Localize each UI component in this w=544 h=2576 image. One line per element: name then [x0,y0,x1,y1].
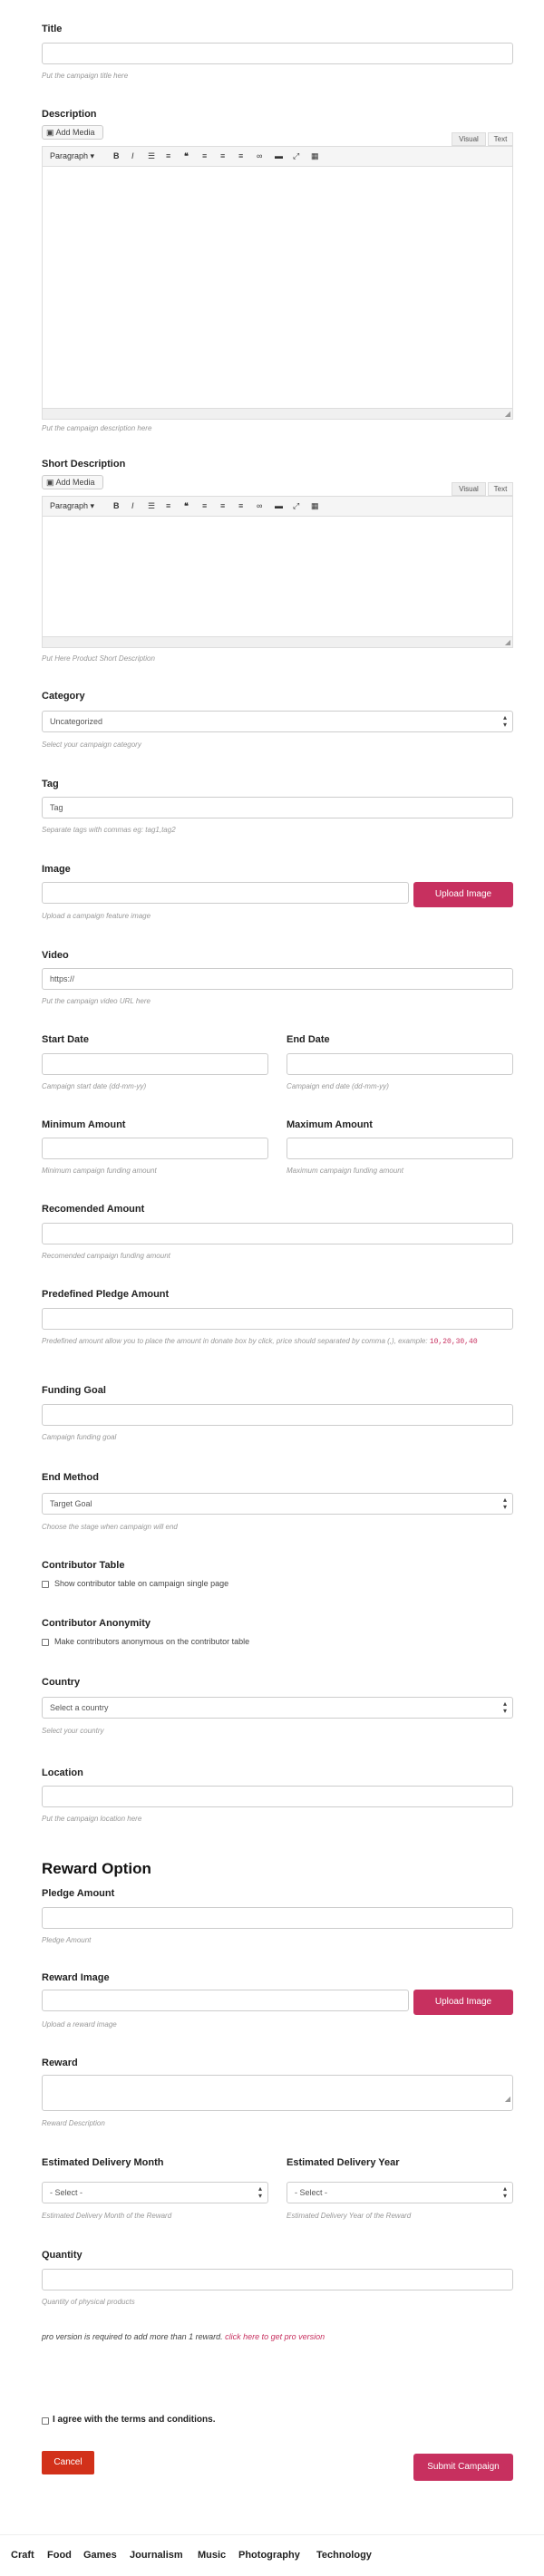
numbered-list-icon[interactable]: ≡ [166,501,171,510]
title-label: Title [42,24,63,34]
pledge-amount-input[interactable] [42,1907,513,1929]
min-amount-label: Minimum Amount [42,1119,126,1130]
pledge-amount-help: Pledge Amount [42,1936,92,1944]
footer-link-craft[interactable]: Craft [11,2550,34,2561]
add-media-button[interactable]: ▣ Add Media [42,125,103,140]
end-method-label: End Method [42,1472,99,1483]
delivery-month-select[interactable]: - Select - ▴ ▾ [42,2182,268,2203]
description-label: Description [42,109,97,120]
reward-image-url-input[interactable] [42,1990,409,2011]
editor-status-bar [43,408,512,419]
tab-text-short[interactable]: Text [488,482,513,496]
category-label: Category [42,691,85,702]
contributor-table-label: Contributor Table [42,1560,125,1571]
tag-input[interactable]: Tag [42,797,513,818]
fullscreen-icon[interactable]: ⤢ [293,151,300,160]
select-arrows-icon: ▴ ▾ [502,2184,507,2200]
delivery-month-help: Estimated Delivery Month of the Reward [42,2212,172,2220]
image-label: Image [42,864,71,875]
footer-link-music[interactable]: Music [198,2550,227,2561]
delivery-year-help: Estimated Delivery Year of the Reward [287,2212,412,2220]
end-date-input[interactable] [287,1053,513,1075]
start-date-help: Campaign start date (dd-mm-yy) [42,1082,147,1090]
cancel-button[interactable]: Cancel [42,2451,94,2474]
editor-toolbar [43,497,512,517]
editor-toolbar [43,147,512,167]
reward-label: Reward [42,2058,78,2068]
align-right-icon[interactable]: ≡ [238,501,244,510]
quote-icon[interactable]: ❝ [184,501,189,510]
max-amount-input[interactable] [287,1138,513,1159]
delivery-month-label: Estimated Delivery Month [42,2157,164,2168]
align-left-icon[interactable]: ≡ [202,151,208,160]
upload-reward-image-button[interactable]: Upload Image [413,1990,513,2015]
tag-help: Separate tags with commas eg: tag1,tag2 [42,826,176,834]
quote-icon[interactable]: ❝ [184,151,189,160]
title-help: Put the campaign title here [42,72,129,80]
reward-heading: Reward Option [42,1860,151,1877]
fullscreen-icon[interactable]: ⤢ [293,501,300,510]
select-arrows-icon: ▴ ▾ [502,1700,507,1715]
recommended-input[interactable] [42,1223,513,1244]
quantity-input[interactable] [42,2269,513,2290]
terms-label: I agree with the terms and conditions. [53,2415,216,2425]
read-more-icon[interactable]: ▬ [275,151,283,160]
select-arrows-icon: ▴ ▾ [502,1496,507,1511]
bold-icon[interactable]: B [113,501,120,510]
start-date-label: Start Date [42,1034,89,1045]
location-label: Location [42,1767,83,1778]
footer-link-photography[interactable]: Photography [238,2550,300,2561]
delivery-year-select[interactable]: - Select - ▴ ▾ [287,2182,513,2203]
funding-goal-input[interactable] [42,1404,513,1426]
italic-icon[interactable]: I [131,151,134,160]
bullet-list-icon[interactable]: ☰ [148,151,156,160]
funding-goal-help: Campaign funding goal [42,1433,117,1441]
format-select[interactable]: Paragraph ▾ [50,501,95,510]
terms-checkbox[interactable] [42,2417,49,2425]
location-input[interactable] [42,1786,513,1807]
media-icon: ▣ [46,128,54,137]
image-url-input[interactable] [42,882,409,904]
pro-version-link[interactable]: click here to get pro version [225,2332,325,2341]
title-input[interactable] [42,43,513,64]
toolbar-toggle-icon[interactable]: ▦ [311,501,319,510]
submit-campaign-button[interactable]: Submit Campaign [413,2454,513,2481]
align-left-icon[interactable]: ≡ [202,501,208,510]
recommended-help: Recomended campaign funding amount [42,1252,170,1260]
min-amount-help: Minimum campaign funding amount [42,1167,157,1175]
align-center-icon[interactable]: ≡ [220,501,226,510]
max-amount-label: Maximum Amount [287,1119,373,1130]
resize-handle-icon[interactable]: ◢ [504,410,510,418]
reward-help: Reward Description [42,2119,105,2127]
tag-label: Tag [42,779,59,789]
location-help: Put the campaign location here [42,1815,142,1823]
end-date-label: End Date [287,1034,330,1045]
pro-note: pro version is required to add more than 1 reward. click here to get pro version [42,2332,325,2341]
pledge-amount-label: Pledge Amount [42,1888,115,1899]
contributor-table-checkbox-label: Show contributor table on campaign single page [54,1579,229,1588]
start-date-input[interactable] [42,1053,268,1075]
end-method-select[interactable]: Target Goal ▴ ▾ [42,1493,513,1515]
select-arrows-icon: ▴ ▾ [502,713,507,729]
bold-icon[interactable]: B [113,151,120,160]
resize-handle-icon[interactable]: ◢ [504,2095,510,2103]
category-select[interactable]: Uncategorized ▴ ▾ [42,711,513,732]
add-media-button-short[interactable]: ▣ Add Media [42,475,103,489]
footer-link-games[interactable]: Games [83,2550,117,2561]
footer-link-journalism[interactable]: Journalism [130,2550,183,2561]
predefined-input[interactable] [42,1308,513,1330]
contributor-anonymity-checkbox-label: Make contributors anonymous on the contributor table [54,1637,250,1646]
tab-visual-short[interactable]: Visual [452,482,486,496]
footer-link-food[interactable]: Food [47,2550,72,2561]
max-amount-help: Maximum campaign funding amount [287,1167,403,1175]
contributor-table-checkbox[interactable] [42,1581,49,1588]
reward-image-label: Reward Image [42,1972,110,1983]
country-help: Select your country [42,1727,104,1735]
contributor-anonymity-checkbox[interactable] [42,1639,49,1646]
editor-status-bar [43,636,512,647]
bullet-list-icon[interactable]: ☰ [148,501,156,510]
predefined-label: Predefined Pledge Amount [42,1289,170,1300]
upload-image-button[interactable]: Upload Image [413,882,513,907]
align-right-icon[interactable]: ≡ [238,151,244,160]
short-description-help: Put Here Product Short Description [42,654,155,663]
recommended-label: Recomended Amount [42,1204,145,1215]
description-help: Put the campaign description here [42,424,152,432]
link-icon[interactable]: ∞ [257,501,263,510]
reward-textarea[interactable] [42,2075,513,2111]
tab-text[interactable]: Text [488,132,513,146]
delivery-year-label: Estimated Delivery Year [287,2157,400,2168]
predefined-help: Predefined amount allow you to place the amount in donate box by click, price should separated by comma (,), example: 10,20,30,40 [42,1337,478,1346]
min-amount-input[interactable] [42,1138,268,1159]
end-date-help: Campaign end date (dd-mm-yy) [287,1082,389,1090]
media-icon: ▣ [46,478,54,487]
country-select[interactable]: Select a country ▴ ▾ [42,1697,513,1719]
video-input[interactable]: https:// [42,968,513,990]
italic-icon[interactable]: I [131,501,134,510]
numbered-list-icon[interactable]: ≡ [166,151,171,160]
image-help: Upload a campaign feature image [42,912,151,920]
quantity-help: Quantity of physical products [42,2298,135,2306]
video-label: Video [42,950,69,961]
quantity-label: Quantity [42,2250,83,2261]
reward-image-help: Upload a reward image [42,2020,117,2029]
read-more-icon[interactable]: ▬ [275,501,283,510]
format-select[interactable]: Paragraph ▾ [50,151,95,160]
predefined-example: 10,20,30,40 [429,1338,478,1346]
tab-visual[interactable]: Visual [452,132,486,146]
category-help: Select your campaign category [42,741,141,749]
video-help: Put the campaign video URL here [42,997,151,1005]
align-center-icon[interactable]: ≡ [220,151,226,160]
select-arrows-icon: ▴ ▾ [257,2184,262,2200]
funding-goal-label: Funding Goal [42,1385,106,1396]
resize-handle-icon[interactable]: ◢ [504,638,510,646]
link-icon[interactable]: ∞ [257,151,263,160]
country-label: Country [42,1677,81,1688]
short-description-editor[interactable] [42,496,513,648]
description-editor[interactable] [42,146,513,420]
toolbar-toggle-icon[interactable]: ▦ [311,151,319,160]
contributor-anonymity-label: Contributor Anonymity [42,1618,151,1629]
footer-link-technology[interactable]: Technology [316,2550,372,2561]
short-description-label: Short Description [42,459,126,470]
footer [0,2534,544,2576]
end-method-help: Choose the stage when campaign will end [42,1523,178,1531]
